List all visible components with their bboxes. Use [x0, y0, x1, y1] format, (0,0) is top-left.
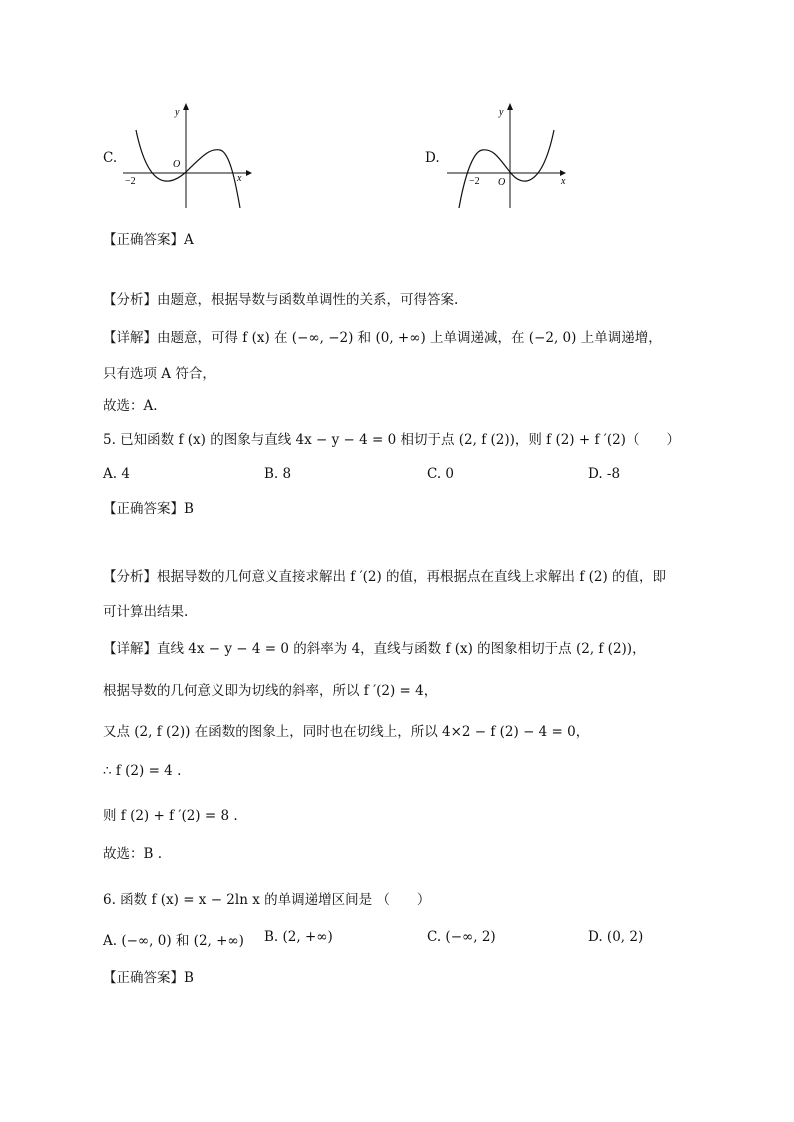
- x-axis-label: x: [237, 173, 242, 184]
- choose-q4: 故选：A.: [103, 398, 158, 414]
- detail-q5-line3: 又点 (2, f (2)) 在函数的图象上，同时也在切线上，所以 4×2 − f (2) − 4 = 0，: [103, 724, 590, 740]
- q6-option-b: B. (2, +∞): [264, 929, 333, 945]
- option-d-graph: [442, 100, 582, 219]
- detail-q5-line1: 【详解】直线 4x − y − 4 = 0 的斜率为 4，直线与函数 f (x) 的图象相切于点 (2, f (2))，: [103, 641, 646, 657]
- answer-q6: 【正确答案】B: [103, 970, 194, 986]
- option-c-label: C.: [103, 150, 118, 166]
- detail-q4-line2: 只有选项 A 符合，: [103, 366, 216, 382]
- option-d-label: D.: [425, 150, 440, 166]
- y-axis-label: y: [175, 107, 180, 118]
- answer-q5: 【正确答案】B: [103, 501, 194, 517]
- detail-q5-line2: 根据导数的几何意义即为切线的斜率，所以 f ′(2) = 4，: [103, 683, 438, 699]
- analysis-q5-line1: 【分析】根据导数的几何意义直接求解出 f ′(2) 的值，再根据点在直线上求解出 f (2) 的值，即: [103, 569, 667, 585]
- q6-option-d: D. (0, 2): [588, 929, 644, 945]
- origin-label: O: [498, 177, 506, 188]
- origin-label: O: [173, 159, 181, 170]
- q5-option-b: B. 8: [264, 466, 292, 482]
- detail-q5-line4: ∴ f (2) = 4 .: [103, 763, 182, 779]
- q6-option-a: A. (−∞, 0) 和 (2, +∞): [103, 933, 244, 949]
- analysis-q5-line2: 可计算出结果.: [103, 604, 189, 620]
- q6-option-c: C. (−∞, 2): [427, 929, 496, 945]
- detail-q5-line5: 则 f (2) + f ′(2) = 8 .: [103, 808, 238, 824]
- q5-option-d: D. -8: [588, 466, 621, 482]
- y-axis-label: y: [499, 107, 504, 118]
- q5-option-c: C. 0: [427, 466, 455, 482]
- question-6: 6. 函数 f (x) = x − 2ln x 的单调递增区间是 （ ）: [103, 892, 431, 908]
- tick-label: −2: [469, 176, 480, 187]
- choose-q5: 故选：B .: [103, 846, 163, 862]
- question-5: 5. 已知函数 f (x) 的图象与直线 4x − y − 4 = 0 相切于点 (2, f (2))，则 f (2) + f ′(2)（ ）: [103, 432, 680, 448]
- x-axis-label: x: [561, 176, 566, 187]
- analysis-q4: 【分析】由题意，根据导数与函数单调性的关系，可得答案.: [103, 292, 459, 308]
- q5-option-a: A. 4: [103, 466, 130, 482]
- option-c-graph: [118, 100, 258, 219]
- tick-label: −2: [125, 176, 136, 187]
- detail-q4-line1: 【详解】由题意，可得 f (x) 在 (−∞, −2) 和 (0, +∞) 上单调递减，在 (−2, 0) 上单调递增，: [103, 330, 662, 346]
- answer-q4: 【正确答案】A: [103, 232, 194, 248]
